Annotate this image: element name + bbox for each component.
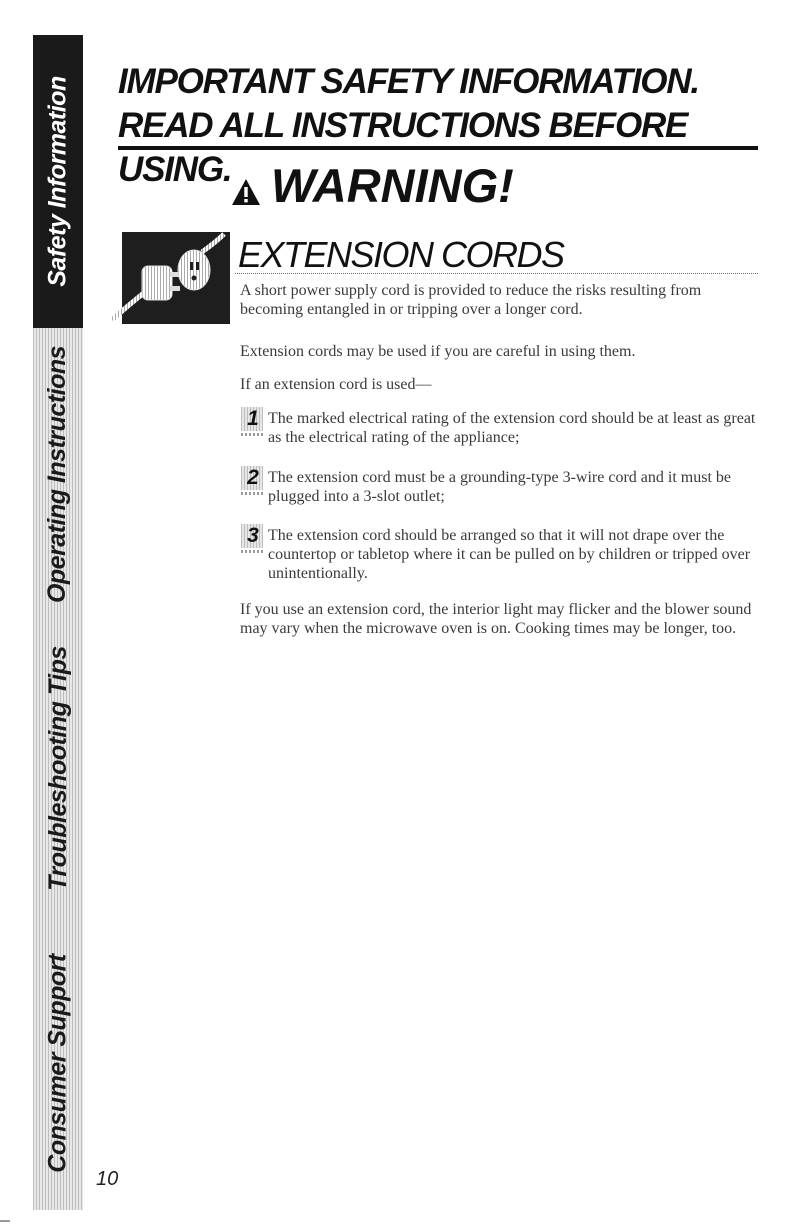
header-line-2: READ ALL INSTRUCTIONS BEFORE USING. xyxy=(118,106,688,189)
number-badge xyxy=(241,407,263,437)
list-item-text: The extension cord should be arranged so that it will not drape over the countertop or tabletop where it can be pulled on by children or tripped over unintentionally. xyxy=(268,527,751,582)
list-item xyxy=(241,409,761,447)
list-item-text: The marked electrical rating of the extension cord should be at least as great as the electrical rating of the appliance; xyxy=(268,410,756,446)
paragraph-if-used: If an extension cord is used— xyxy=(240,376,432,393)
side-tab-label: Operating Instructions xyxy=(43,345,72,603)
list-item xyxy=(241,526,761,583)
list-item-text: The extension cord must be a grounding-type 3-wire cord and it must be plugged into a 3-slot outlet; xyxy=(268,469,731,505)
warning-banner xyxy=(231,158,514,213)
warning-title: WARNING! xyxy=(271,159,514,212)
page-number: 10 xyxy=(96,1168,119,1190)
paragraph-careful-use: Extension cords may be used if you are careful in using them. xyxy=(240,343,636,360)
list-number: 1 xyxy=(247,407,259,430)
side-tab-label: Safety Information xyxy=(43,76,72,287)
side-tab-safety-information[interactable] xyxy=(33,35,83,328)
header-line-1: IMPORTANT SAFETY INFORMATION. xyxy=(118,62,699,101)
side-tab-operating-instructions[interactable] xyxy=(33,328,83,620)
section-heading: EXTENSION CORDS xyxy=(238,234,564,275)
side-tab-label: Consumer Support xyxy=(43,953,72,1173)
section-divider xyxy=(235,273,758,274)
corner-mark xyxy=(0,1220,10,1222)
number-badge xyxy=(241,466,263,496)
intro-paragraph: A short power supply cord is provided to reduce the risks resulting from becoming entangled in or tripping over a longer cord. xyxy=(240,282,702,318)
list-number: 2 xyxy=(247,466,259,489)
side-tab-label: Troubleshooting Tips xyxy=(43,645,72,891)
warning-triangle-icon xyxy=(231,178,261,206)
list-item xyxy=(241,468,761,506)
header-divider xyxy=(118,146,758,150)
list-number: 3 xyxy=(247,524,259,547)
plug-icon xyxy=(112,232,230,324)
number-badge xyxy=(241,524,263,554)
closing-paragraph: If you use an extension cord, the interior light may flicker and the blower sound may vary when the microwave oven is on. Cooking times may be longer, too. xyxy=(240,601,752,637)
side-tab-consumer-support[interactable] xyxy=(33,916,83,1210)
side-tab-troubleshooting-tips[interactable] xyxy=(33,620,83,916)
